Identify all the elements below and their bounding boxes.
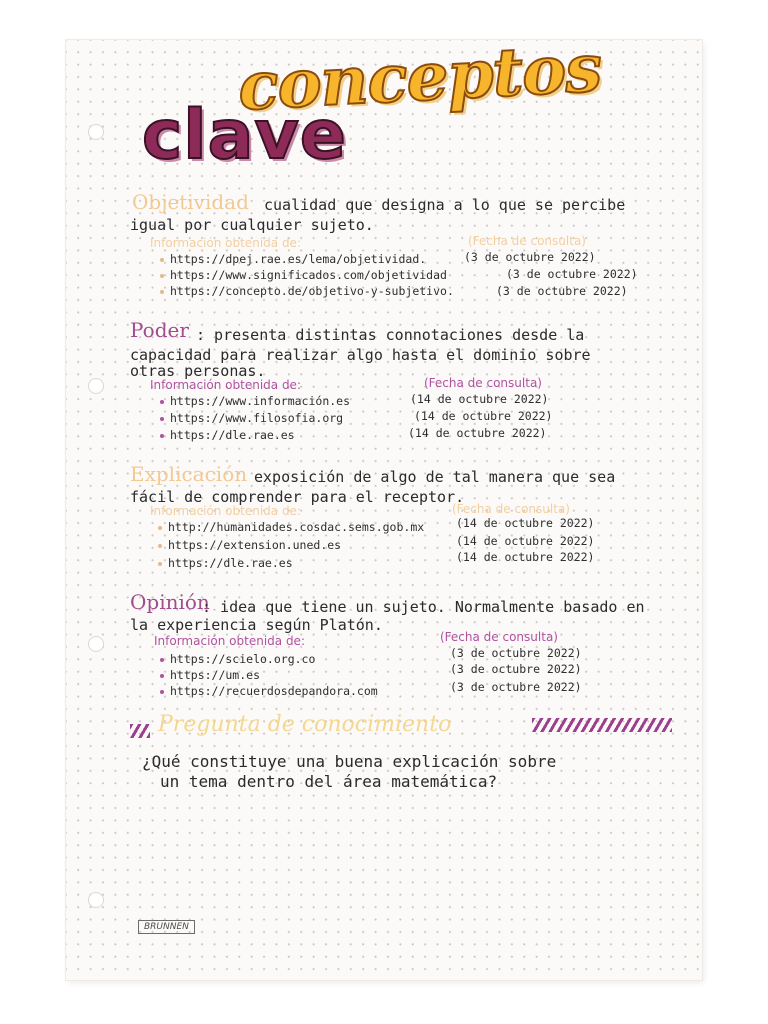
consult-date: (14 de octubre 2022) <box>414 409 553 423</box>
binder-hole <box>88 892 104 908</box>
bullet-icon <box>160 434 164 438</box>
source-link[interactable]: https://www.información.es <box>170 394 351 408</box>
source-link[interactable]: https://recuerdosdepandora.com <box>170 684 378 698</box>
stripe-decoration-left <box>130 724 150 738</box>
consult-date: (3 de octubre 2022) <box>464 250 596 264</box>
definition-line: capacidad para realizar algo hasta el dominio sobre <box>130 346 591 364</box>
bullet-icon <box>160 258 164 262</box>
source-link-row <box>158 538 341 552</box>
source-label: Información obtenida de: <box>150 236 301 250</box>
source-link[interactable]: http://humanidades.cosdac.sems.gob.mx <box>168 520 425 534</box>
source-link-row <box>160 668 260 682</box>
definition-line: : idea que tiene un sujeto. Normalmente basado en <box>202 598 645 616</box>
source-link-row <box>160 411 343 425</box>
source-link[interactable]: https://dpej.rae.es/lema/objetividad. <box>170 252 427 266</box>
consult-date: (14 de octubre 2022) <box>456 516 595 530</box>
definition-line: igual por cualquier sujeto. <box>130 216 374 234</box>
title-clave: clave <box>142 96 347 175</box>
source-label: Información obtenida de: <box>150 378 301 392</box>
source-link-row <box>160 284 454 298</box>
source-link[interactable]: https://concepto.de/objetivo-y-subjetivo. <box>170 284 454 298</box>
bullet-icon <box>158 562 162 566</box>
source-link-row <box>160 268 447 282</box>
source-link-row <box>160 684 378 698</box>
source-link[interactable]: https://extension.uned.es <box>168 538 342 552</box>
bullet-icon <box>158 544 162 548</box>
bullet-icon <box>160 290 164 294</box>
source-link-row <box>160 652 315 666</box>
brunnen-logo: BRUNNEN <box>138 920 195 934</box>
source-label: Información obtenida de: <box>154 634 305 648</box>
binder-hole <box>88 378 104 394</box>
title-conceptos: conceptos <box>236 28 603 126</box>
definition-line: otras personas. <box>130 362 266 380</box>
source-link[interactable]: https://www.significados.com/objetividad <box>170 268 447 282</box>
source-link-row <box>160 252 426 266</box>
source-link[interactable]: https://scielo.org.co <box>170 652 316 666</box>
definition-line: la experiencia según Platón. <box>130 616 383 634</box>
source-link-row <box>158 520 424 534</box>
bullet-icon <box>160 417 164 421</box>
consult-date: (14 de octubre 2022) <box>456 534 595 548</box>
consult-date: (3 de octubre 2022) <box>450 680 582 694</box>
consult-date: (3 de octubre 2022) <box>450 646 582 660</box>
date-label: (Fecha de consulta) <box>440 630 558 644</box>
consult-date: (14 de octubre 2022) <box>456 550 595 564</box>
source-link-row <box>158 556 293 570</box>
binder-hole <box>88 124 104 140</box>
consult-date: (3 de octubre 2022) <box>496 284 628 298</box>
consult-date: (14 de octubre 2022) <box>410 392 549 406</box>
definition-line: : presenta distintas connotaciones desde la <box>196 326 585 344</box>
term-poder: Poder <box>130 318 189 342</box>
stripe-decoration-right <box>532 718 672 732</box>
date-label: (Fecha de consulta) <box>424 376 542 390</box>
date-label: (Fecha de consulta) <box>452 502 570 516</box>
bullet-icon <box>160 400 164 404</box>
date-label: (Fecha de consulta) <box>468 234 586 248</box>
source-link[interactable]: https://dle.rae.es <box>170 428 295 442</box>
definition-line: cualidad que designa a lo que se percibe <box>264 196 626 214</box>
bullet-icon <box>160 690 164 694</box>
term-opinion: Opinión <box>130 590 210 614</box>
source-label: Información obtenida de: <box>150 504 301 518</box>
source-link-row <box>160 428 295 442</box>
term-objetividad: Objetividad <box>132 190 249 214</box>
question-line: un tema dentro del área matemática? <box>160 772 498 791</box>
definition-line: fácil de comprender para el receptor. <box>130 488 465 506</box>
source-link[interactable]: https://um.es <box>170 668 261 682</box>
bullet-icon <box>160 274 164 278</box>
consult-date: (14 de octubre 2022) <box>408 426 547 440</box>
question-line: ¿Qué constituye una buena explicación sobre <box>142 752 557 771</box>
source-link[interactable]: https://dle.rae.es <box>168 556 293 570</box>
definition-line: exposición de algo de tal manera que sea <box>254 468 616 486</box>
consult-date: (3 de octubre 2022) <box>506 267 638 281</box>
binder-hole <box>88 636 104 652</box>
bullet-icon <box>160 674 164 678</box>
source-link[interactable]: https://www.filosofia.org <box>170 411 344 425</box>
term-explicacion: Explicación <box>130 462 248 486</box>
bullet-icon <box>158 526 162 530</box>
pregunta-heading: Pregunta de conocimiento <box>158 712 452 737</box>
consult-date: (3 de octubre 2022) <box>450 662 582 676</box>
source-link-row <box>160 394 350 408</box>
bullet-icon <box>160 658 164 662</box>
